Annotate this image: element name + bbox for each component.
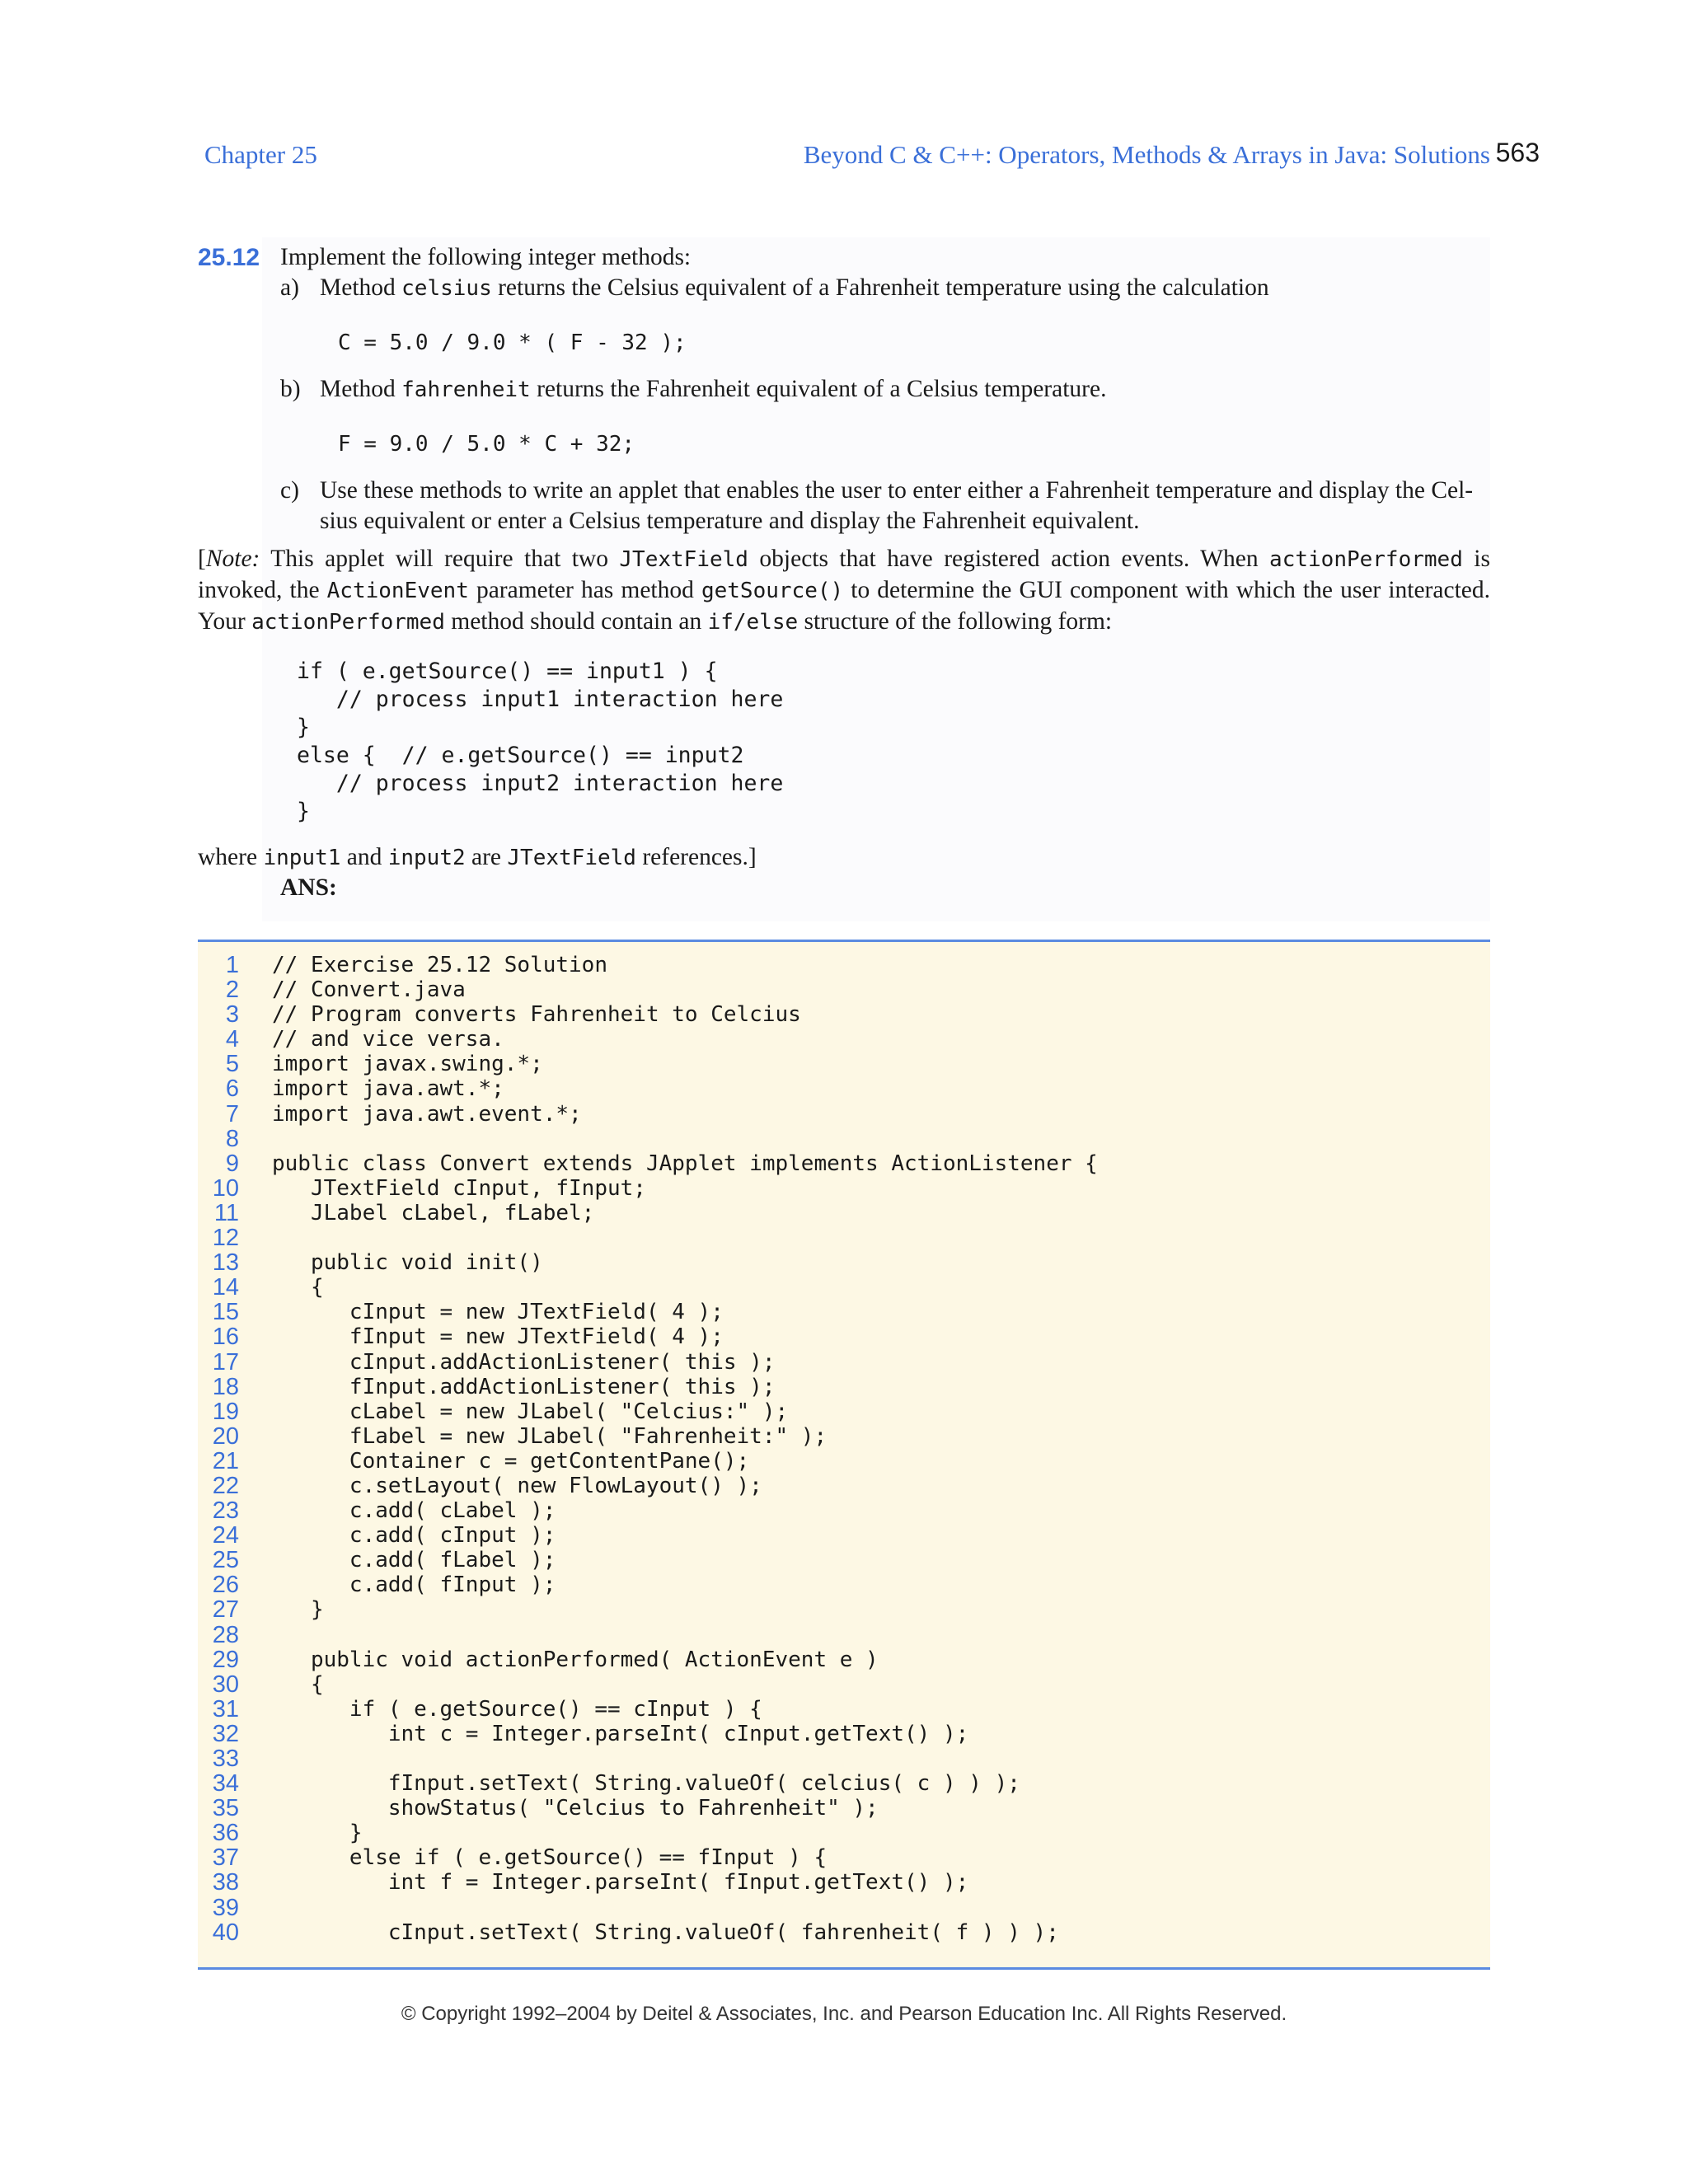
inline-code: actionPerformed <box>251 610 445 635</box>
item-text-part: returns the Celsius equivalent of a Fahrenheit temperature using the calculation <box>491 274 1269 301</box>
inline-code: ActionEvent <box>326 579 469 603</box>
line-number: 13 <box>212 1249 239 1277</box>
where-text: and <box>340 844 388 870</box>
code-text: JLabel cLabel, fLabel; <box>272 1200 595 1226</box>
line-number: 3 <box>225 1001 239 1029</box>
code-line <box>198 1400 1490 1425</box>
note-text: structure of the following form: <box>798 608 1113 635</box>
line-number: 24 <box>212 1522 239 1549</box>
note-text: [ <box>198 546 206 572</box>
inline-code: JTextField <box>619 547 748 572</box>
line-number: 12 <box>212 1225 239 1252</box>
code-line <box>198 1325 1490 1350</box>
line-number: 30 <box>212 1671 239 1698</box>
item-text <box>320 476 1490 537</box>
where-text: are <box>465 844 508 870</box>
line-number: 21 <box>212 1447 239 1474</box>
line-number: 28 <box>212 1621 239 1648</box>
line-number: 5 <box>225 1051 239 1078</box>
code-text: c.add( fLabel ); <box>272 1548 556 1573</box>
line-number: 18 <box>212 1373 239 1400</box>
code-text: fInput.setText( String.valueOf( celcius( c ) ) ); <box>272 1771 1020 1797</box>
code-text: cInput.setText( String.valueOf( fahrenheit( f ) ) ); <box>272 1919 1059 1945</box>
line-number: 27 <box>212 1596 239 1624</box>
where-text: where <box>198 844 264 870</box>
code-text: public void actionPerformed( ActionEvent e ) <box>272 1647 879 1672</box>
inline-code: celsius <box>401 276 492 301</box>
code-text: } <box>272 1821 363 1846</box>
line-number: 31 <box>212 1695 239 1722</box>
note-text: This applet will require that two <box>260 546 620 572</box>
code-line <box>198 1499 1490 1524</box>
line-number: 39 <box>212 1894 239 1921</box>
code-line <box>198 1100 1490 1127</box>
inline-code: if/else <box>707 610 799 635</box>
note-text: is invoked, the <box>198 546 1490 603</box>
code-line <box>198 1722 1490 1747</box>
page-number: 563 <box>1495 138 1540 167</box>
inline-code: fahrenheit <box>401 377 531 402</box>
code-line <box>198 1673 1490 1698</box>
code-listing <box>198 940 1490 1970</box>
line-number: 2 <box>225 977 239 1004</box>
code-lines <box>198 954 1490 1946</box>
line-number: 11 <box>213 1199 239 1226</box>
code-line <box>198 1621 1490 1648</box>
code-text: Container c = getContentPane(); <box>272 1448 750 1474</box>
inline-code: getSource() <box>701 579 844 603</box>
note-text: parameter has method <box>468 577 701 603</box>
formula-celsius: C = 5.0 / 9.0 * ( F - 32 ); <box>338 330 687 355</box>
exercise-number: 25.12 <box>198 244 260 271</box>
line-number: 19 <box>212 1398 239 1425</box>
inline-code: input1 <box>263 846 341 870</box>
line-number: 25 <box>212 1547 239 1574</box>
code-text: JTextField cInput, fInput; <box>272 1175 646 1201</box>
code-text: int f = Integer.parseInt( fInput.getText() ); <box>272 1870 969 1896</box>
line-number: 23 <box>212 1497 239 1525</box>
line-number: 6 <box>225 1076 239 1103</box>
code-line <box>198 1524 1490 1549</box>
line-number: 8 <box>225 1125 239 1152</box>
ifelse-code-sample: if ( e.getSource() == input1 ) { // process input1 interaction here } else { // e.getSource() == input2 // process input2 interaction here } <box>297 658 784 824</box>
copyright-footer: © Copyright 1992–2004 by Deitel & Associates, Inc. and Pearson Education Inc. All Rights Reserved. <box>401 2003 1287 2025</box>
code-line <box>198 1174 1490 1202</box>
code-line <box>198 1003 1490 1028</box>
line-number: 40 <box>212 1919 239 1946</box>
code-line <box>198 1747 1490 1772</box>
line-number: 35 <box>212 1795 239 1822</box>
item-text-part: Method <box>320 376 402 402</box>
where-line <box>198 842 757 874</box>
code-line <box>198 1052 1490 1077</box>
code-text: public void init() <box>272 1250 543 1276</box>
code-line <box>198 1598 1490 1623</box>
line-number: 1 <box>225 952 239 978</box>
code-line <box>198 978 1490 1003</box>
item-label: c) <box>280 477 299 504</box>
code-line <box>198 1549 1490 1573</box>
line-number: 17 <box>212 1348 239 1376</box>
code-line <box>198 1276 1490 1301</box>
chapter-label: Chapter 25 <box>204 140 317 169</box>
code-line <box>198 1648 1490 1673</box>
answer-label: ANS: <box>280 874 337 901</box>
code-text: import javax.swing.*; <box>272 1052 543 1077</box>
code-line <box>198 1921 1490 1946</box>
item-text-line: sius equivalent or enter a Celsius temperature and display the Fahrenheit equivalent. <box>320 508 1140 534</box>
formula-fahrenheit: F = 9.0 / 5.0 * C + 32; <box>338 432 635 457</box>
code-line <box>198 1695 1490 1722</box>
code-text: } <box>272 1597 324 1623</box>
code-line <box>198 1077 1490 1102</box>
code-text: // Convert.java <box>272 977 466 1003</box>
code-line <box>198 1846 1490 1871</box>
line-number: 20 <box>212 1422 239 1450</box>
note-text: method should contain an <box>444 608 708 635</box>
code-line <box>198 1573 1490 1598</box>
code-line <box>198 1871 1490 1896</box>
code-line <box>198 1028 1490 1052</box>
item-text-part: Method <box>320 274 402 301</box>
code-text: if ( e.getSource() == cInput ) { <box>272 1696 762 1722</box>
code-text: import java.awt.*; <box>272 1076 504 1102</box>
code-line <box>198 1348 1490 1376</box>
running-title: Beyond C & C++: Operators, Methods & Arrays in Java: Solutions <box>803 140 1490 169</box>
note-text: to determine the GUI component with which the user interacted. Your <box>198 577 1490 635</box>
code-text: fLabel = new JLabel( "Fahrenheit:" ); <box>272 1423 828 1449</box>
code-line <box>198 1474 1490 1499</box>
line-number: 14 <box>212 1274 239 1301</box>
inline-code: actionPerformed <box>1269 547 1463 572</box>
code-line <box>198 954 1490 978</box>
code-text: c.add( cLabel ); <box>272 1498 556 1524</box>
inline-code: JTextField <box>507 846 636 870</box>
code-text: public class Convert extends JApplet implements ActionListener { <box>272 1151 1098 1176</box>
code-text: { <box>272 1671 324 1697</box>
line-number: 10 <box>212 1174 239 1202</box>
code-line <box>198 1226 1490 1251</box>
line-number: 4 <box>225 1026 239 1053</box>
code-text: fInput = new JTextField( 4 ); <box>272 1324 724 1350</box>
line-number: 37 <box>212 1844 239 1872</box>
code-line <box>198 1447 1490 1474</box>
note-label: Note: <box>205 546 260 572</box>
code-text: fInput.addActionListener( this ); <box>272 1374 776 1399</box>
line-number: 29 <box>212 1646 239 1673</box>
item-label: b) <box>280 376 301 402</box>
line-number: 15 <box>212 1299 239 1326</box>
code-line <box>198 1152 1490 1177</box>
code-line <box>198 1797 1490 1821</box>
code-text: c.setLayout( new FlowLayout() ); <box>272 1473 762 1498</box>
code-text: import java.awt.event.*; <box>272 1101 582 1127</box>
item-text-line: Use these methods to write an applet that enables the user to enter either a Fahrenheit temperature and display the Cel- <box>320 477 1474 504</box>
code-text: int c = Integer.parseInt( cInput.getText() ); <box>272 1721 969 1746</box>
line-number: 36 <box>212 1820 239 1847</box>
line-number: 34 <box>212 1770 239 1797</box>
inline-code: input2 <box>387 846 466 870</box>
line-number: 38 <box>212 1869 239 1896</box>
note-text: objects that have registered action events. When <box>748 546 1270 572</box>
code-text: { <box>272 1275 324 1301</box>
code-line <box>198 1896 1490 1921</box>
code-text: cInput.addActionListener( this ); <box>272 1349 776 1375</box>
code-text: // and vice versa. <box>272 1027 504 1052</box>
code-text: cLabel = new JLabel( "Celcius:" ); <box>272 1399 789 1424</box>
line-number: 22 <box>212 1472 239 1499</box>
code-text: showStatus( "Celcius to Fahrenheit" ); <box>272 1796 879 1821</box>
code-text: // Exercise 25.12 Solution <box>272 953 607 977</box>
note-paragraph <box>198 544 1490 638</box>
code-line <box>198 1422 1490 1450</box>
code-text: else if ( e.getSource() == fInput ) { <box>272 1845 828 1871</box>
line-number: 9 <box>225 1150 239 1177</box>
code-line <box>198 1772 1490 1797</box>
code-line <box>198 1821 1490 1846</box>
code-line <box>198 1251 1490 1276</box>
exercise-intro: Implement the following integer methods: <box>280 244 692 270</box>
line-number: 7 <box>225 1100 239 1127</box>
code-line <box>198 1373 1490 1400</box>
item-label: a) <box>280 274 299 301</box>
code-text: cInput = new JTextField( 4 ); <box>272 1300 724 1325</box>
item-text <box>320 273 1490 304</box>
line-number: 26 <box>212 1572 239 1599</box>
code-line <box>198 1127 1490 1152</box>
item-text-part: returns the Fahrenheit equivalent of a Celsius temperature. <box>530 376 1107 402</box>
line-number: 16 <box>212 1324 239 1351</box>
line-number: 33 <box>212 1746 239 1772</box>
code-text: c.add( cInput ); <box>272 1523 556 1549</box>
where-text: references.] <box>635 844 757 870</box>
code-text: c.add( fInput ); <box>272 1572 556 1598</box>
code-line <box>198 1199 1490 1226</box>
item-text <box>320 374 1490 405</box>
code-text: // Program converts Fahrenheit to Celcius <box>272 1002 801 1028</box>
line-number: 32 <box>212 1720 239 1747</box>
code-line <box>198 1301 1490 1325</box>
